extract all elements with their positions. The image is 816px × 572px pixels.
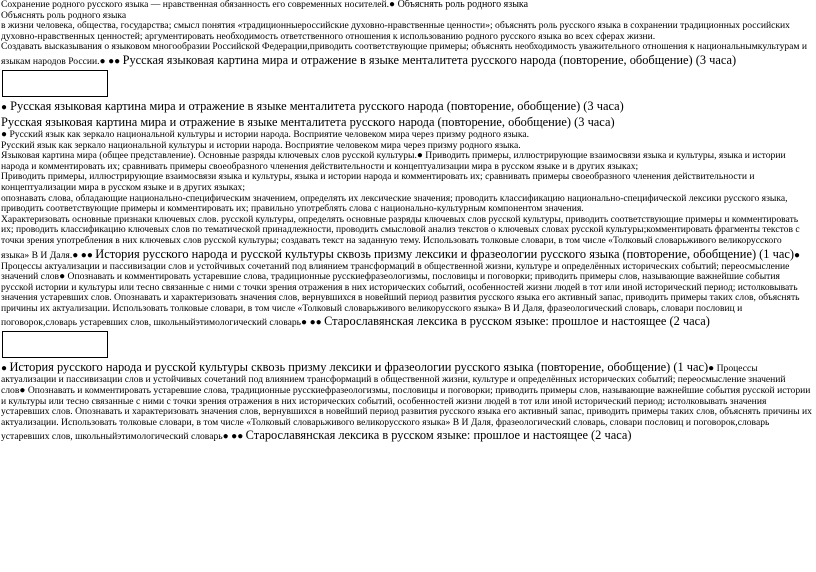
bullet-icon: ● [708,363,715,375]
intro-line-2: Объяснять роль родного языка [1,9,127,21]
section-2-p3: Языковая картина мира (общее представление). Основные разряды ключевых слов русской культуры.● Приводить примеры, иллюстрирующие взаимосвязи языка и культуры, языка и истории народа и комментировать их; сравнивать примеры своеобразного членения действительности и концептуализации мира в русском языке и в других языках; [1,150,786,172]
bullet-icon: ● [59,271,66,283]
bullet-icon: ● ●● [222,431,244,443]
bullet-icon: ● [1,101,8,113]
bullet-icon: ● [1,363,8,375]
section-3-paragraph: ● История русского народа и русской культуры сквозь призму лексики и фразеологии русского языка (повторение, обобщение) (1 час)● Процессы актуализации и пассивизации слов и устойчивых сочетаний под влиянием трансформаций в общественной жизни, культуре и определённых исторических событий; переосмысление значений слов● Опознавать и комментировать устаревшие слова, традиционные русскиефразеологизмы, пословицы и поговорки; приводить примеры слов, называющие важнейшие события русской истории и культуры или тесно связанные с ними с точки зрения отражения в них исторических событий, особенностей жизни людей в тот или иной исторический период; истолковывать значения устаревших слов. Опознавать и характеризовать значения слов, вернувшихся в новейший период развития русского языка его активный запас, приводить примеры таких слов, объяснять причины их актуализации. Использовать толковые словари, в том числе «Толковый словарьживого великорусского языка» В И Даля, фразеологический словарь, словари пословиц и поговорок,словарь устаревших слов, школьныйэтимологический словарь● ●● Старославянская лексика в русском языке: прошлое и настоящее (2 часа) [1,360,812,443]
section-3-heading-end: Старославянская лексика в русском языке: прошлое и настоящее (2 часа) [245,428,632,443]
section-2-p1: ● Русский язык как зеркало национальной культуры и истории народа. Восприятие человеком мира через призму родного языка. [1,128,530,140]
section-heading-3: Старославянская лексика в русском языке: прошлое и настоящее (2 часа) [324,314,710,329]
bullet-icon: ● [19,385,26,397]
empty-table-cell [2,331,108,358]
bullet-icon: ● ●● [72,249,93,261]
intro-line-3: в жизни человека, общества, государства; смысл понятия «традиционныероссийские духовно-нравственные ценности»; объяснять роль русского языка в сохранении традиционных российских духовно-нравственных ценностей; аргументировать необходимость ответственного отношения к использованию родного русского языка во всех сферах жизни. [1,20,790,42]
section-2-p6: Характеризовать основные признаки ключевых слов. русской культуры, определять основные разряды ключевых слов русской культуры, приводить соответствующие примеры и комментировать их; проводить классификацию ключевых слов по тематической принадлежности, проводить смысловой анализ текстов о ключевых словах русской культуры;комментировать фрагменты текстов с точки зрения употребления в них ключевых слов русской культуры; создавать текст на заданную тему. Использовать толковые словари, в том числе «Толковый словарьживого великорусского языка» В И Даля.● ●● История русского народа и русской культуры сквозь призму лексики и фразеологии русского языка (повторение, обобщение) (1 час)● Процессы актуализации и пассивизации слов и устойчивых сочетаний под влиянием трансформаций в общественной жизни, культуре и определённых исторических событий; переосмысление значений слов● Опознавать и комментировать устаревшие слова, традиционные русскиефразеологизмы, пословицы и поговорки; приводить примеры слов, называющие важнейшие события русской истории и культуры или тесно связанные с ними с точки зрения отражения в них исторических событий, особенностей жизни людей в тот или иной исторический период; истолковывать значения устаревших слов. Опознавать и характеризовать значения слов, вернувшихся в новейший период развития русского языка его активный запас, приводить примеры таких слов, объяснять причины их актуализации. Использовать толковые словари, в том числе «Толковый словарьживого великорусского языка» В И Даля, фразеологический словарь, словари пословиц и поговорок,словарь устаревших слов, школьныйэтимологический словарь● ●● Старославянская лексика в русском языке: прошлое и настоящее (2 часа) [1,213,800,329]
section-2-p5: опознавать слова, обладающие национально-специфическим значением, определять их лексические значения; проводить классификацию национально-специфической лексики русского языка, приводить соответствующие примеры и комментировать их; правильно употреблять слова с национально-культурным компонентом значения. [1,192,788,215]
intro-line-4: Создавать высказывания о языковом многообразии Российской Федерации,приводить соответствующие примеры; объяснять необходимость уважительного отношения к национальнымкультурам и языкам народов России. [1,41,808,67]
section-2-p4: Приводить примеры, иллюстрирующие взаимосвязи языка и культуры, языка и истории народа и комментировать их; сравнивать примеры своеобразного членения действительности и концептуализации мира в русском языке и в других языках; [1,171,755,193]
bullet-icon: ● [793,249,800,261]
bullet-icon: ● ●● [301,317,322,329]
section-heading-2: История русского народа и русской культуры сквозь призму лексики и фразеологии русского языка (повторение, обобщение) (1 час) [95,246,794,261]
empty-table-cell [2,70,108,97]
section-2-heading-b: Русская языковая картина мира и отражение в языке менталитета русского народа (повторение, обобщение) (3 часа) [1,114,615,129]
intro-line-4-paragraph [1,42,812,68]
section-2-heading-a: ● Русская языковая картина мира и отражение в языке менталитета русского народа (повторение, обобщение) (3 часа) [1,98,624,113]
bullet-icon: ● ●● [99,55,121,67]
bullet-icon: ● [416,150,423,162]
intro-paragraph [1,0,812,11]
section-3-heading: История русского народа и русской культуры сквозь призму лексики и фразеологии русского языка (повторение, обобщение) (1 час) [9,360,709,375]
intro-line-1: Сохранение родного русского языка — нравственная обязанность его современных носителей. [1,0,390,10]
bullet-icon: ● Объяснять роль родного языка [389,0,529,10]
section-2-p2: Русский язык как зеркало национальной культуры и истории народа. Восприятие человеком мира через призму родного языка. [1,139,521,151]
bullet-icon: ● [1,128,8,140]
section-heading-1: Русская языковая картина мира и отражение в языке менталитета русского народа (повторение, обобщение) (3 часа) [122,52,737,67]
